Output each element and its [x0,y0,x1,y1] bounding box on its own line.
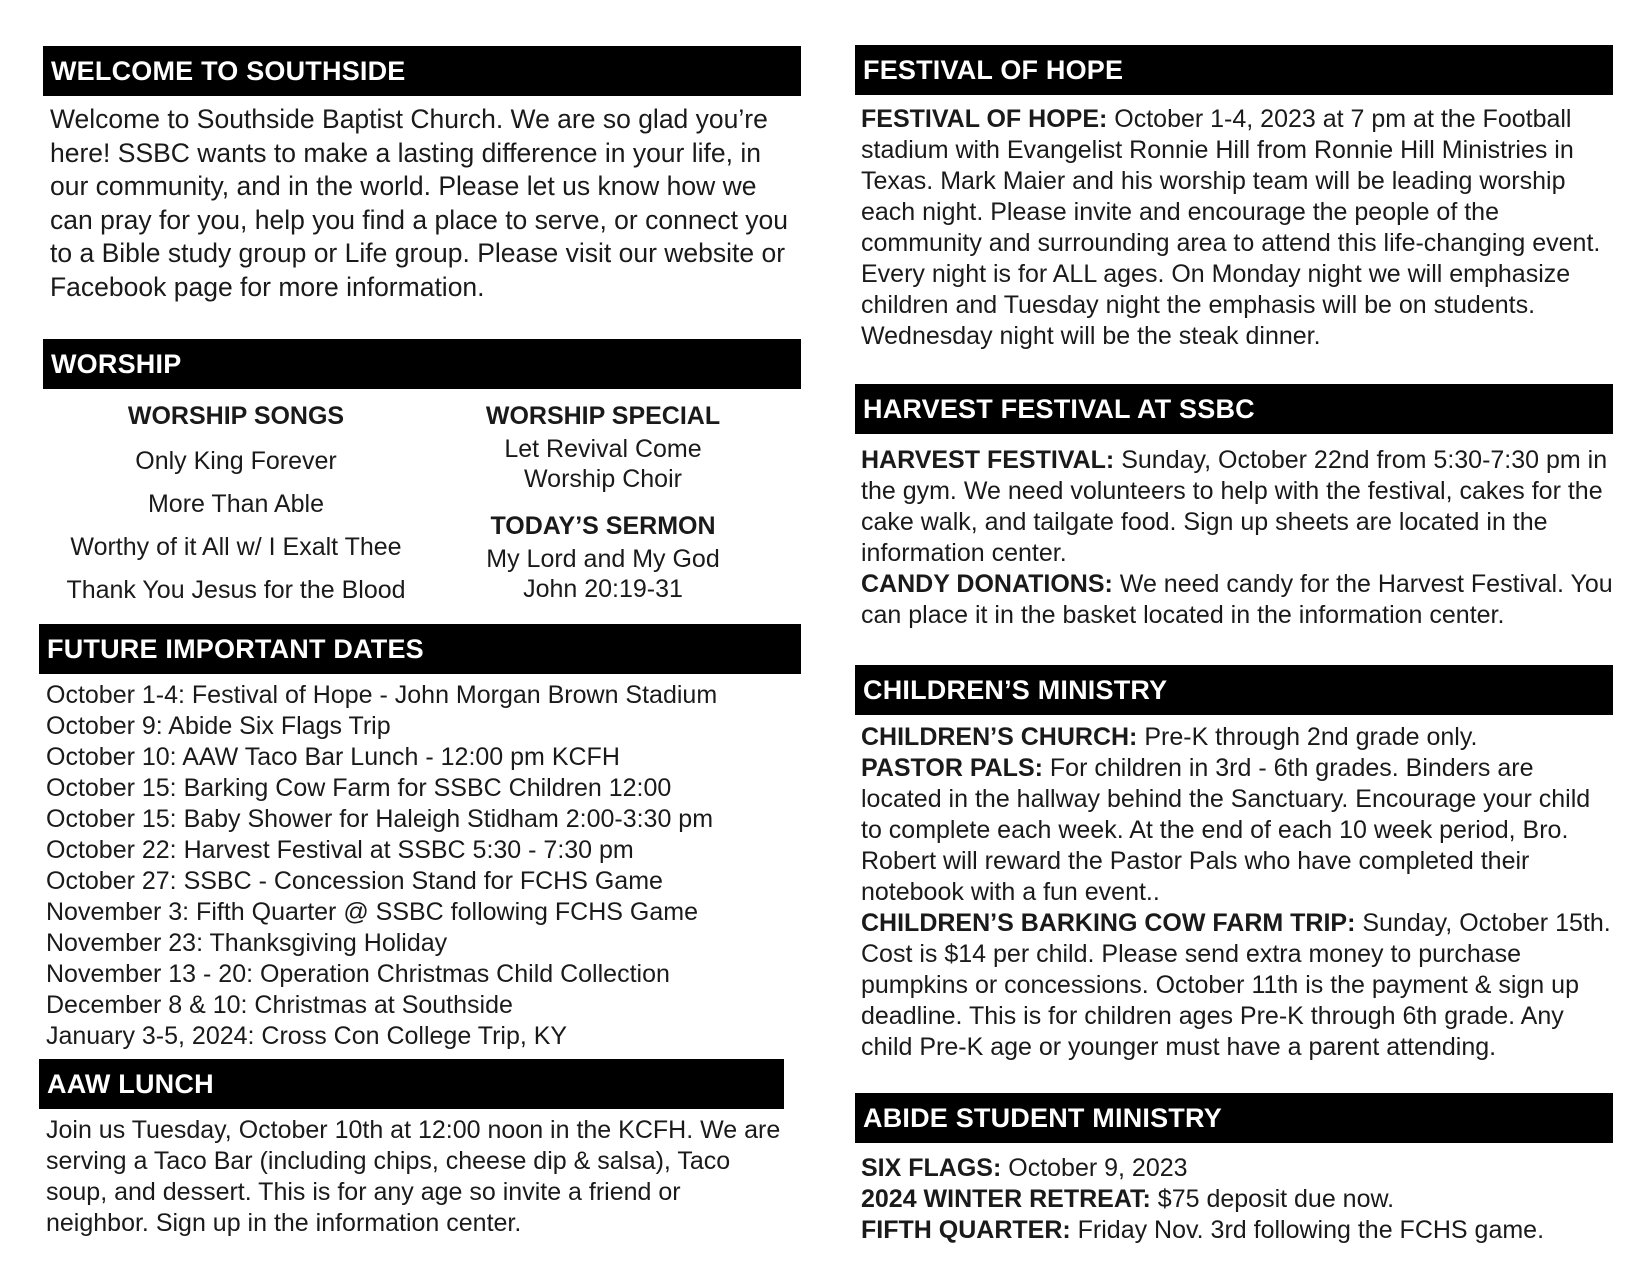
date-item: October 15: Baby Shower for Haleigh Stidham 2:00-3:30 pm [46,805,714,833]
children-heading: CHILDREN’S MINISTRY [855,665,1613,715]
harvest-text [861,445,1613,631]
date-item: October 22: Harvest Festival at SSBC 5:30 - 7:30 pm [46,836,634,864]
children-text [861,722,1613,1063]
abide-text [861,1153,1613,1246]
aaw-text [46,1115,786,1239]
sermon-title: My Lord and My God [486,545,720,573]
harvest-heading: HARVEST FESTIVAL AT SSBC [855,384,1613,434]
welcome-paragraph: Welcome to Southside Baptist Church. We are so glad you’re here! SSBC wants to make a lasting difference in your life, in our community, and in the world. Please let us know how we can pray for you, help you find a place to serve, or connect you to a Bible study group or Life group. Please visit our website or Facebook page for more information. [50,104,789,302]
farm-trip-label: CHILDREN’S BARKING COW FARM TRIP: [861,909,1356,937]
date-item: December 8 & 10: Christmas at Southside [46,991,513,1019]
childrens-church-body: Pre-K through 2nd grade only. [1137,723,1478,751]
date-item: October 9: Abide Six Flags Trip [46,712,391,740]
date-item: October 15: Barking Cow Farm for SSBC Children 12:00 [46,774,672,802]
dates-list [46,680,801,1052]
date-item: November 13 - 20: Operation Christmas Child Collection [46,960,670,988]
fifth-quarter-label: FIFTH QUARTER: [861,1216,1071,1244]
worship-special [453,402,753,604]
festival-text [861,104,1613,352]
farm-trip-body: Sunday, October 15th. Cost is $14 per child. Please send extra money to purchase pumpkins or concessions. October 11th is the payment & sign up deadline. This is for children ages Pre-K through 6th grade. Any child Pre-K age or younger must have a parent attending. [861,909,1611,1061]
welcome-heading: WELCOME TO SOUTHSIDE [43,46,801,96]
date-item: October 27: SSBC - Concession Stand for FCHS Game [46,867,663,895]
worship-songs [43,402,429,605]
song-item: Thank You Jesus for the Blood [66,576,406,604]
worship-heading: WORSHIP [43,339,801,389]
abide-heading: ABIDE STUDENT MINISTRY [855,1093,1613,1143]
festival-label: FESTIVAL OF HOPE: [861,105,1108,133]
festival-heading: FESTIVAL OF HOPE [855,45,1613,95]
winter-retreat-label: 2024 WINTER RETREAT: [861,1185,1151,1213]
candy-label: CANDY DONATIONS: [861,570,1113,598]
date-item: November 3: Fifth Quarter @ SSBC following FCHS Game [46,898,698,926]
pastor-pals-label: PASTOR PALS: [861,754,1043,782]
aaw-paragraph: Join us Tuesday, October 10th at 12:00 noon in the KCFH. We are serving a Taco Bar (including chips, cheese dip & salsa), Taco soup, and dessert. This is for any age so invite a friend or neighbor. Sign up in the information center. [46,1116,781,1237]
candy-body: We need candy for the Harvest Festival. You can place it in the basket located in the information center. [861,570,1613,629]
special-item: Worship Choir [524,465,682,493]
winter-retreat-body: $75 deposit due now. [1150,1185,1395,1213]
aaw-heading: AAW LUNCH [39,1059,784,1109]
childrens-church-label: CHILDREN’S CHURCH: [861,723,1138,751]
sermon-scripture: John 20:19-31 [523,575,683,603]
dates-heading: FUTURE IMPORTANT DATES [39,624,801,674]
date-item: October 1-4: Festival of Hope - John Morgan Brown Stadium [46,681,718,709]
worship-special-heading: WORSHIP SPECIAL [485,402,721,430]
pastor-pals-body: For children in 3rd - 6th grades. Binders are located in the hallway behind the Sanctuary. Encourage your child to complete each week. At the end of each 10 week period, Bro. Robert will reward the Pastor Pals who have completed their notebook with a fun event.. [861,754,1591,906]
harvest-label: HARVEST FESTIVAL: [861,446,1115,474]
six-flags-label: SIX FLAGS: [861,1154,1002,1182]
sermon-heading: TODAY’S SERMON [490,512,716,540]
song-item: Only King Forever [135,447,337,475]
date-item: November 23: Thanksgiving Holiday [46,929,448,957]
fifth-quarter-body: Friday Nov. 3rd following the FCHS game. [1070,1216,1545,1244]
song-item: Worthy of it All w/ I Exalt Thee [70,533,402,561]
welcome-text [50,103,802,304]
date-item: October 10: AAW Taco Bar Lunch - 12:00 pm KCFH [46,743,620,771]
worship-songs-heading: WORSHIP SONGS [127,402,345,430]
harvest-body: Sunday, October 22nd from 5:30-7:30 pm in the gym. We need volunteers to help with the festival, cakes for the cake walk, and tailgate food. Sign up sheets are located in the information center. [861,446,1608,567]
date-item: January 3-5, 2024: Cross Con College Trip, KY [46,1022,568,1050]
special-item: Let Revival Come [504,435,702,463]
festival-body: October 1-4, 2023 at 7 pm at the Football stadium with Evangelist Ronnie Hill from Ronnie Hill Ministries in Texas. Mark Maier and his worship team will be leading worship each night. Please invite and encourage the people of the community and surrounding area to attend this life-changing event. Every night is for ALL ages. On Monday night we will emphasize children and Tuesday night the emphasis will be on students. Wednesday night will be the steak dinner. [861,105,1601,350]
song-item: More Than Able [147,490,325,518]
six-flags-body: October 9, 2023 [1001,1154,1188,1182]
